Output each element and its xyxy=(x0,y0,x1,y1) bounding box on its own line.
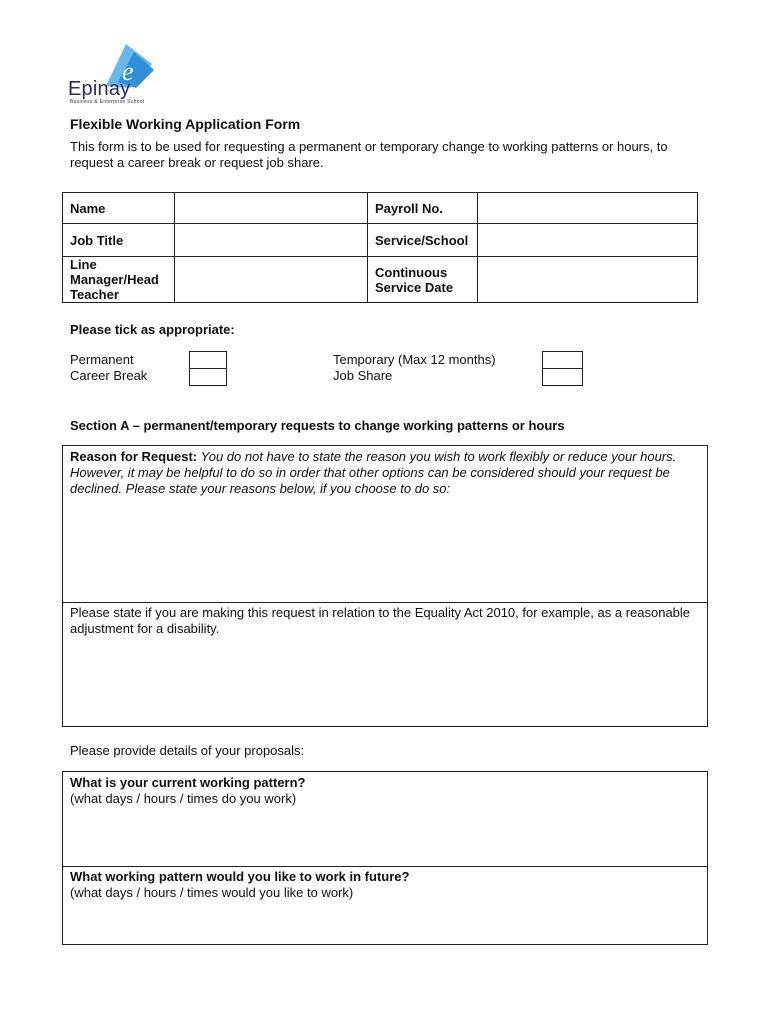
payroll-field[interactable] xyxy=(478,193,698,224)
future-pattern-answer[interactable] xyxy=(63,902,707,942)
job-title-label: Job Title xyxy=(63,224,175,257)
reason-request-text xyxy=(70,449,700,497)
current-pattern-answer[interactable] xyxy=(63,808,707,864)
current-pattern-question: What is your current working pattern? xyxy=(70,775,306,790)
equality-answer-area[interactable] xyxy=(63,640,707,724)
details-row-job xyxy=(63,224,698,257)
section-a-heading: Section A – permanent/temporary requests to change working patterns or hours xyxy=(70,418,565,433)
service-school-label: Service/School xyxy=(368,224,478,257)
temporary-label: Temporary (Max 12 months) xyxy=(333,352,496,367)
permanent-checkbox[interactable] xyxy=(189,351,227,369)
proposals-box xyxy=(62,771,708,945)
career-break-checkbox[interactable] xyxy=(189,368,227,386)
name-label: Name xyxy=(63,193,175,224)
line-manager-label: Line Manager/Head Teacher xyxy=(63,257,175,303)
tick-heading: Please tick as appropriate: xyxy=(70,322,235,337)
proposals-divider xyxy=(63,866,707,867)
name-field[interactable] xyxy=(175,193,368,224)
details-row-name xyxy=(63,193,698,224)
continuous-service-label: Continuous Service Date xyxy=(368,257,478,303)
form-title: Flexible Working Application Form xyxy=(70,116,301,132)
temporary-checkbox[interactable] xyxy=(542,351,583,369)
equality-act-question: Please state if you are making this request in relation to the Equality Act 2010, for example, as a reasonable adjustment for a disability. xyxy=(70,605,691,636)
employee-details-table xyxy=(62,192,698,303)
permanent-label: Permanent xyxy=(70,352,134,367)
reason-instructions: You do not have to state the reason you wish to work flexibly or reduce your hours. However, it may be helpful to do so in order that other options can be considered should your request be declined. Please state your reasons below, if you choose to do so: xyxy=(70,449,677,496)
reason-label: Reason for Request: xyxy=(70,449,198,464)
section-a-divider xyxy=(63,602,707,603)
proposals-intro: Please provide details of your proposals: xyxy=(70,743,305,758)
logo-letter: e xyxy=(122,57,134,86)
job-share-label: Job Share xyxy=(333,368,393,383)
logo-tagline: Business & Enterprise School xyxy=(70,99,145,105)
future-pattern-hint: (what days / hours / times would you like to work) xyxy=(70,885,354,900)
details-row-manager xyxy=(63,257,698,303)
line-manager-field[interactable] xyxy=(175,257,368,303)
job-share-checkbox[interactable] xyxy=(542,368,583,386)
current-pattern-hint: (what days / hours / times do you work) xyxy=(70,791,297,806)
service-school-field[interactable] xyxy=(478,224,698,257)
reason-answer-area[interactable] xyxy=(63,498,707,600)
payroll-label: Payroll No. xyxy=(368,193,478,224)
form-intro: This form is to be used for requesting a permanent or temporary change to working patterns or hours, to request a career break or request job share. xyxy=(70,139,668,170)
logo-name: Epinay xyxy=(68,78,131,100)
section-a-box xyxy=(62,445,708,727)
continuous-service-field[interactable] xyxy=(478,257,698,303)
job-title-field[interactable] xyxy=(175,224,368,257)
career-break-label: Career Break xyxy=(70,368,148,383)
future-pattern-question: What working pattern would you like to work in future? xyxy=(70,869,410,884)
